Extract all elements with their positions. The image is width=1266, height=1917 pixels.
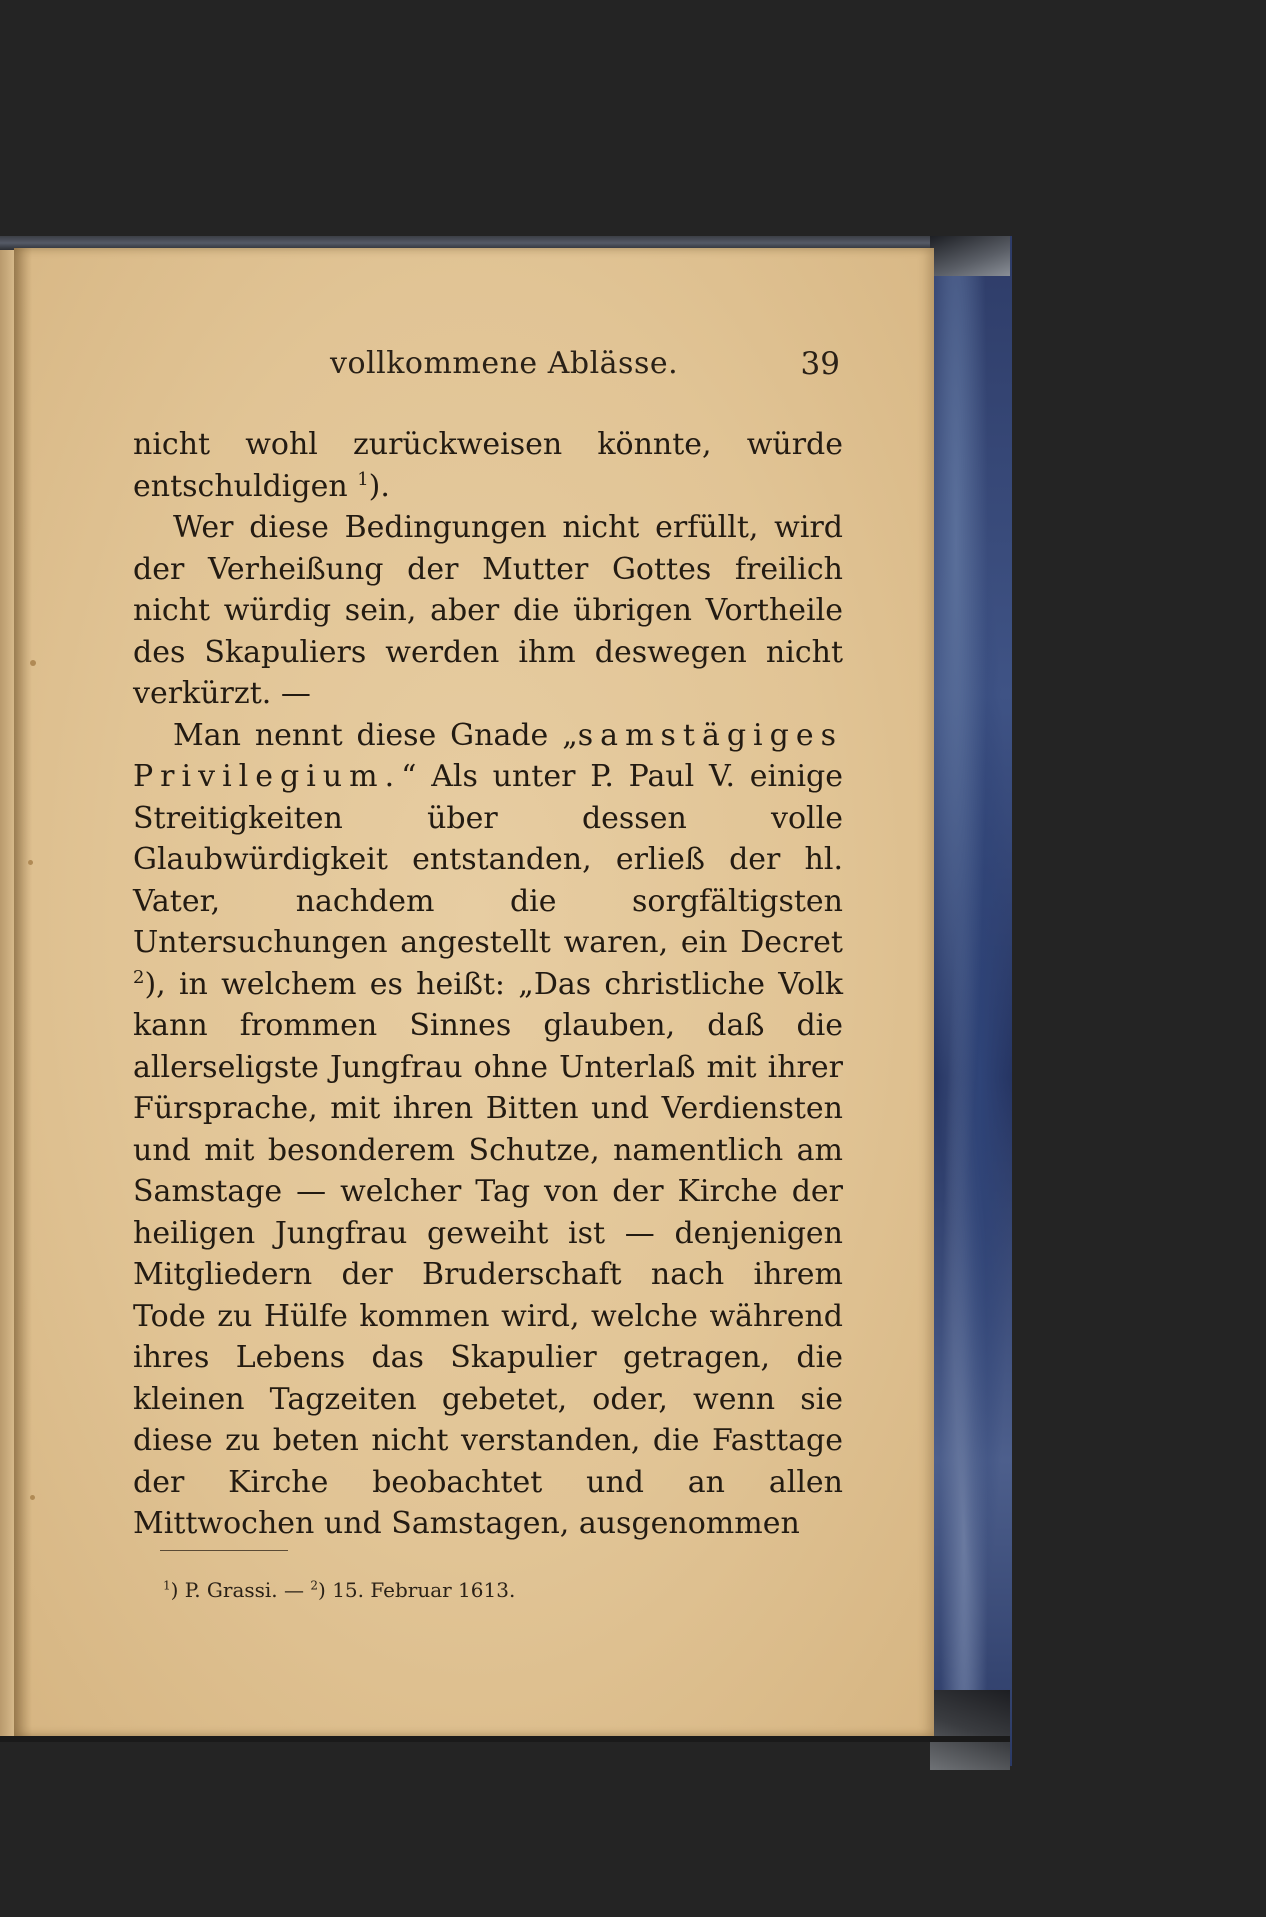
- page-bottom-edge: [0, 1736, 1010, 1742]
- page-gutter-shadow: [14, 248, 32, 1736]
- paragraph-1: nicht wohl zurückweisen könnte, würde entschuldigen $^1$).: [133, 427, 843, 504]
- spaced-emphasis: samstägiges Privilegium.: [133, 717, 843, 794]
- running-title: vollkommene Ablässe.: [330, 346, 679, 381]
- cover-corner-top: [930, 236, 1010, 276]
- book-cover: [930, 236, 1012, 1766]
- paragraph-2: Wer diese Bedingungen nicht erfüllt, wird der Verheißung der Mutter Gottes freilich nicht würdig sein, aber die übrigen Vortheile des Skapuliers werden ihm deswegen nicht verkürzt. —: [133, 510, 843, 711]
- body-text: [133, 424, 843, 1545]
- cover-corner-bottom: [930, 1690, 1010, 1770]
- footnote-ref-1: 1: [357, 468, 369, 490]
- footnote-rule: [160, 1550, 288, 1551]
- footnotes: $^1$) P. Grassi. — $^2$) 15. Februar 1613.: [163, 1578, 516, 1602]
- paragraph-3: Man nennt diese Gnade „samstägiges Privilegium.“ Als unter P. Paul V. einige Streitigkeiten über dessen volle Glaubwürdigkeit entstanden, erließ der hl. Vater, nachdem die sorgfältigsten Untersuchungen angestellt waren, ein Decret $^2$), in welchem es heißt: „Das christliche Volk kann frommen Sinnes glauben, daß die allerseligste Jungfrau ohne Unterlaß mit ihrer Fürsprache, mit ihren Bitten und Verdiensten und mit besonderem Schutze, namentlich am Samstage — welcher Tag von der Kirche der heiligen Jungfrau geweiht ist — denjenigen Mitgliedern der Bruderschaft nach ihrem Tode zu Hülfe kommen wird, welche während ihres Lebens das Skapulier getragen, die kleinen Tagzeiten gebetet, oder, wenn sie diese zu beten nicht verstanden, die Fasttage der Kirche beobachtet und an allen Mittwochen und Samstagen, ausgenommen: [133, 717, 843, 1541]
- running-head: [330, 346, 840, 386]
- page-number: 39: [800, 346, 840, 382]
- footnote-ref-2: 2: [133, 966, 145, 988]
- previous-page-edge: [0, 243, 14, 1738]
